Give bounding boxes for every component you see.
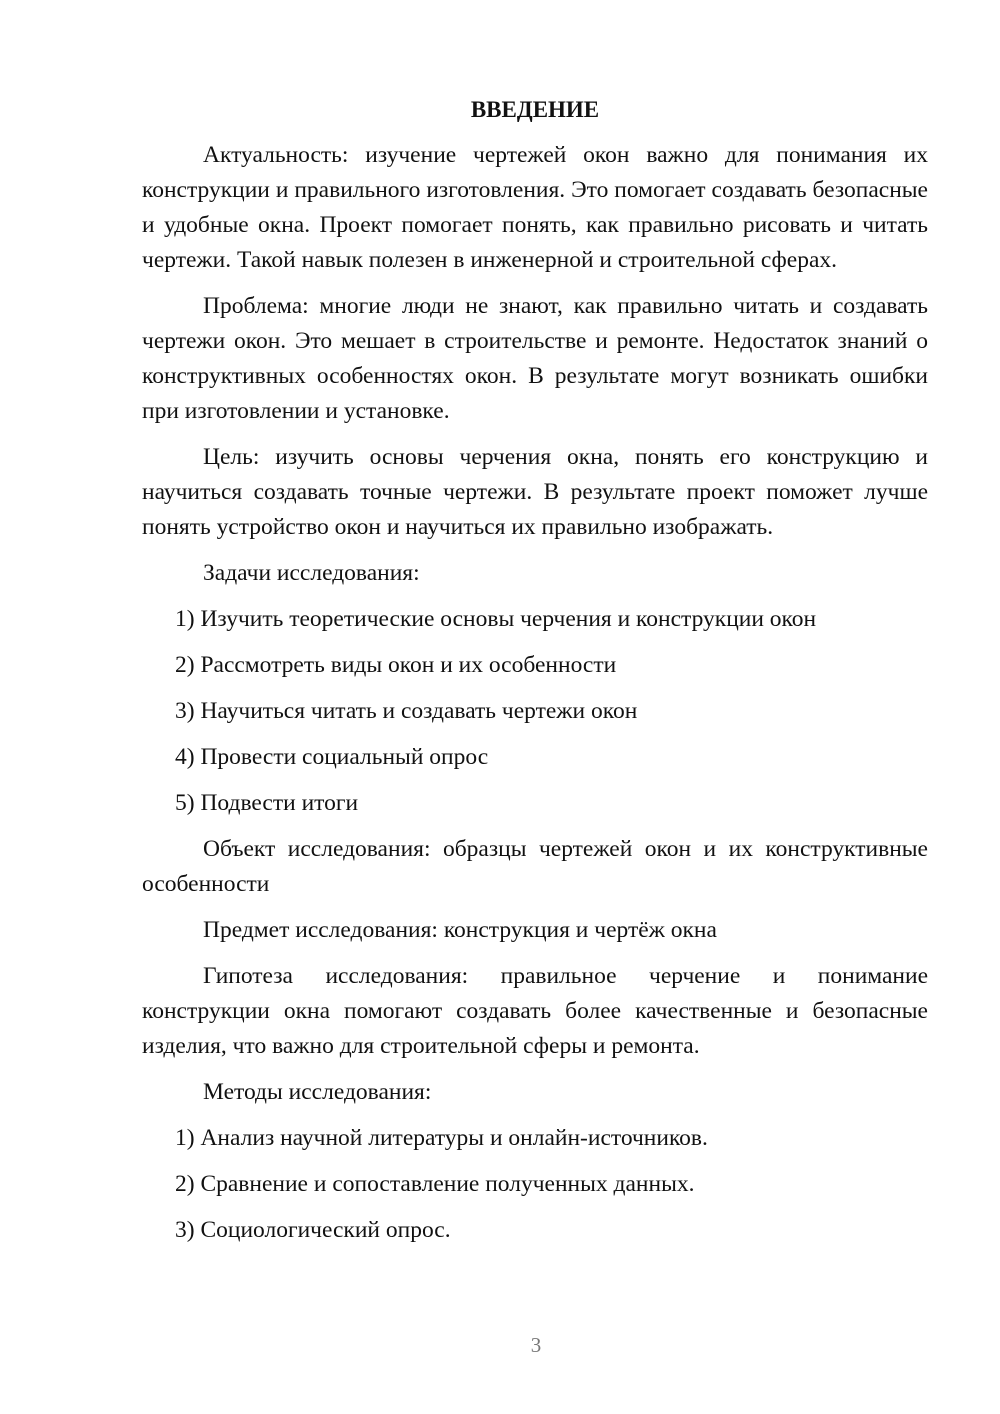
subject-paragraph: Предмет исследования: конструкция и чертёж окна (203, 917, 717, 943)
methods-heading: Методы исследования: (203, 1079, 432, 1105)
hypothesis-paragraph: Гипотеза исследования: правильное черчение и понимание конструкции окна помогают создавать более качественные и безопасные изделия, что важно для строительной сферы и ремонта. (142, 963, 928, 1059)
method-item-1: 1) Анализ научной литературы и онлайн-источников. (175, 1125, 708, 1151)
object-paragraph: Объект исследования: образцы чертежей окон и их конструктивные особенности (142, 836, 928, 897)
task-item-4: 4) Провести социальный опрос (175, 744, 489, 770)
method-item-2: 2) Сравнение и сопоставление полученных данных. (175, 1171, 695, 1197)
task-item-3: 3) Научиться читать и создавать чертежи окон (175, 698, 638, 724)
relevance-paragraph: Актуальность: изучение чертежей окон важно для понимания их конструкции и правильного изготовления. Это помогает создавать безопасные и удобные окна. Проект помогает понять, как правильно рисовать и читать чертежи. Такой навык полезен в инженерной и строительной сферах. (142, 142, 928, 273)
page-title: ВВЕДЕНИЕ (470, 97, 600, 122)
task-item-2: 2) Рассмотреть виды окон и их особенности (175, 652, 617, 678)
page-number: 3 (530, 1333, 542, 1357)
problem-paragraph: Проблема: многие люди не знают, как правильно читать и создавать чертежи окон. Это мешает в строительстве и ремонте. Недостаток знаний о конструктивных особенностях окон. В результате могут возникать ошибки при изготовлении и установке. (142, 293, 928, 424)
task-item-1: 1) Изучить теоретические основы черчения и конструкции окон (175, 606, 817, 632)
task-item-5: 5) Подвести итоги (175, 790, 359, 816)
document-page (142, 92, 928, 1259)
methods-list (142, 1121, 928, 1248)
tasks-heading: Задачи исследования: (203, 560, 420, 586)
method-item-3: 3) Социологический опрос. (175, 1217, 451, 1243)
goal-paragraph: Цель: изучить основы черчения окна, понять его конструкцию и научиться создавать точные чертежи. В результате проект поможет лучше понять устройство окон и научиться их правильно изображать. (142, 444, 928, 540)
tasks-list (142, 602, 928, 821)
